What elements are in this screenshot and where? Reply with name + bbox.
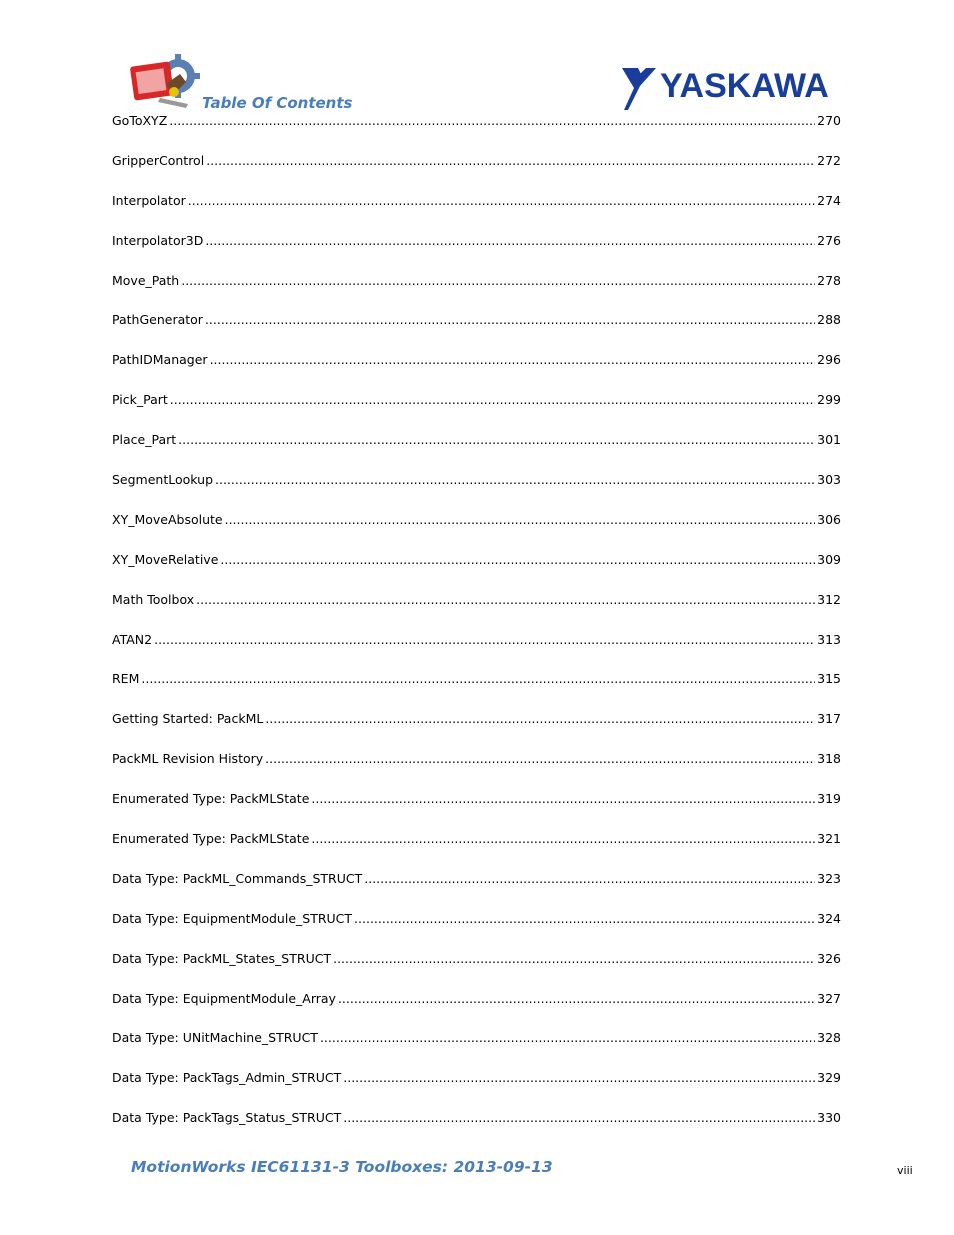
toc-leader-dots xyxy=(215,473,815,487)
page-title: Table Of Contents xyxy=(202,94,353,112)
toc-entry[interactable] xyxy=(112,1031,841,1071)
toc-entry-label: Enumerated Type: PackMLState xyxy=(112,831,310,847)
toc-entry-page: 272 xyxy=(817,152,841,168)
toc-entry-label: ATAN2 xyxy=(112,631,153,647)
toc-entry-page: 288 xyxy=(817,312,841,328)
toc-entry[interactable] xyxy=(112,672,841,712)
toc-entry-page: 274 xyxy=(817,192,841,208)
toc-entry-page: 312 xyxy=(817,591,841,607)
toc-entry-page: 296 xyxy=(817,352,841,368)
toc-entry-label: Enumerated Type: PackMLState xyxy=(112,791,310,807)
toc-leader-dots xyxy=(205,234,815,248)
brand-wordmark: YASKAWA xyxy=(660,67,829,105)
toc-entry-page: 276 xyxy=(817,232,841,248)
toc-entry[interactable] xyxy=(112,593,841,633)
toc-entry-page: 303 xyxy=(817,472,841,488)
toc-entry[interactable] xyxy=(112,752,841,792)
toc-entry-label: Math Toolbox xyxy=(112,591,195,607)
toc-leader-dots xyxy=(364,872,815,886)
toc-entry[interactable] xyxy=(112,952,841,992)
toc-entry-label: Pick_Part xyxy=(112,392,168,408)
toc-entry-page: 309 xyxy=(817,551,841,567)
toc-entry-label: Data Type: EquipmentModule_STRUCT xyxy=(112,910,353,926)
toc-leader-dots xyxy=(333,952,815,966)
footer-title: MotionWorks IEC61131-3 Toolboxes: 2013-09-13 xyxy=(131,1158,553,1176)
toc-entry[interactable] xyxy=(112,1071,841,1111)
toc-entry-label: Interpolator xyxy=(112,192,186,208)
toc-leader-dots xyxy=(311,832,815,846)
toc-entry-page: 327 xyxy=(817,990,841,1006)
toc-entry-label: Data Type: EquipmentModule_Array xyxy=(112,990,336,1006)
toc-entry-page: 270 xyxy=(817,113,841,128)
toc-entry[interactable] xyxy=(112,274,841,314)
toc-leader-dots xyxy=(169,114,815,128)
toc-entry-label: SegmentLookup xyxy=(112,472,214,488)
toc-entry-page: 329 xyxy=(817,1070,841,1086)
toc-leader-dots xyxy=(196,593,815,607)
toc-entry-page: 326 xyxy=(817,950,841,966)
toolbox-gear-icon xyxy=(128,54,200,110)
page-number: viii xyxy=(897,1164,913,1177)
toc-entry[interactable] xyxy=(112,792,841,832)
toc-entry-page: 306 xyxy=(817,511,841,527)
toc-leader-dots xyxy=(311,792,815,806)
toc-entry-page: 324 xyxy=(817,910,841,926)
toc-entry-label: Move_Path xyxy=(112,272,180,288)
toc-entry-label: PackML Revision History xyxy=(112,751,264,767)
toc-entry-label: XY_MoveAbsolute xyxy=(112,511,223,527)
toc-leader-dots xyxy=(354,912,815,926)
toolbox-logo xyxy=(128,54,200,110)
toc-entry[interactable] xyxy=(112,712,841,752)
toc-leader-dots xyxy=(154,633,815,647)
toc-entry[interactable] xyxy=(112,114,841,154)
toc-entry-page: 315 xyxy=(817,671,841,687)
toc-entry-label: Place_Part xyxy=(112,432,177,448)
toc-leader-dots xyxy=(220,553,815,567)
toc-leader-dots xyxy=(170,393,815,407)
toc-entry-label: Data Type: PackTags_Status_STRUCT xyxy=(112,1110,342,1126)
toc-entry-label: REM xyxy=(112,671,140,687)
toc-entry-page: 313 xyxy=(817,631,841,647)
toc-entry-page: 319 xyxy=(817,791,841,807)
toc-leader-dots xyxy=(206,154,815,168)
toc-entry-label: Getting Started: PackML xyxy=(112,711,264,727)
toc-entry[interactable] xyxy=(112,513,841,553)
toc-entry[interactable] xyxy=(112,313,841,353)
toc-entry-page: 321 xyxy=(817,831,841,847)
toc-entry-page: 278 xyxy=(817,272,841,288)
toc-entry-label: PathGenerator xyxy=(112,312,203,328)
toc-entry-page: 299 xyxy=(817,392,841,408)
toc-entry-label: PathIDManager xyxy=(112,352,208,368)
toc-entry-label: Interpolator3D xyxy=(112,232,204,248)
table-of-contents xyxy=(112,114,841,1151)
toc-leader-dots xyxy=(320,1031,815,1045)
toc-leader-dots xyxy=(141,672,815,686)
toc-entry-page: 318 xyxy=(817,751,841,767)
toc-leader-dots xyxy=(343,1111,815,1125)
toc-entry[interactable] xyxy=(112,912,841,952)
toc-entry-page: 328 xyxy=(817,1030,841,1046)
toc-entry[interactable] xyxy=(112,832,841,872)
toc-entry-page: 323 xyxy=(817,870,841,886)
toc-leader-dots xyxy=(265,752,815,766)
toc-entry[interactable] xyxy=(112,992,841,1032)
toc-leader-dots xyxy=(178,433,815,447)
toc-leader-dots xyxy=(265,712,815,726)
toc-entry[interactable] xyxy=(112,194,841,234)
toc-leader-dots xyxy=(205,313,815,327)
toc-entry[interactable] xyxy=(112,353,841,393)
toc-entry-page: 330 xyxy=(817,1110,841,1126)
toc-entry-label: GripperControl xyxy=(112,152,205,168)
toc-leader-dots xyxy=(188,194,815,208)
toc-entry-label: GoToXYZ xyxy=(112,113,168,128)
toc-entry[interactable] xyxy=(112,872,841,912)
toc-entry[interactable] xyxy=(112,154,841,194)
toc-entry-label: Data Type: UNitMachine_STRUCT xyxy=(112,1030,318,1046)
toc-entry-label: XY_MoveRelative xyxy=(112,551,219,567)
toc-entry[interactable] xyxy=(112,473,841,513)
toc-entry[interactable] xyxy=(112,1111,841,1151)
toc-leader-dots xyxy=(338,992,815,1006)
toc-entry[interactable] xyxy=(112,234,841,274)
toc-entry-page: 317 xyxy=(817,711,841,727)
toc-leader-dots xyxy=(181,274,815,288)
toc-entry[interactable] xyxy=(112,633,841,673)
toc-entry[interactable] xyxy=(112,393,841,433)
toc-leader-dots xyxy=(225,513,816,527)
toc-leader-dots xyxy=(210,353,816,367)
toc-entry[interactable] xyxy=(112,553,841,593)
toc-entry-page: 301 xyxy=(817,432,841,448)
toc-entry-label: Data Type: PackTags_Admin_STRUCT xyxy=(112,1070,342,1086)
toc-leader-dots xyxy=(343,1071,815,1085)
toc-entry-label: Data Type: PackML_States_STRUCT xyxy=(112,950,332,966)
toc-entry[interactable] xyxy=(112,433,841,473)
toc-entry-label: Data Type: PackML_Commands_STRUCT xyxy=(112,870,363,886)
yaskawa-logo xyxy=(622,66,844,110)
